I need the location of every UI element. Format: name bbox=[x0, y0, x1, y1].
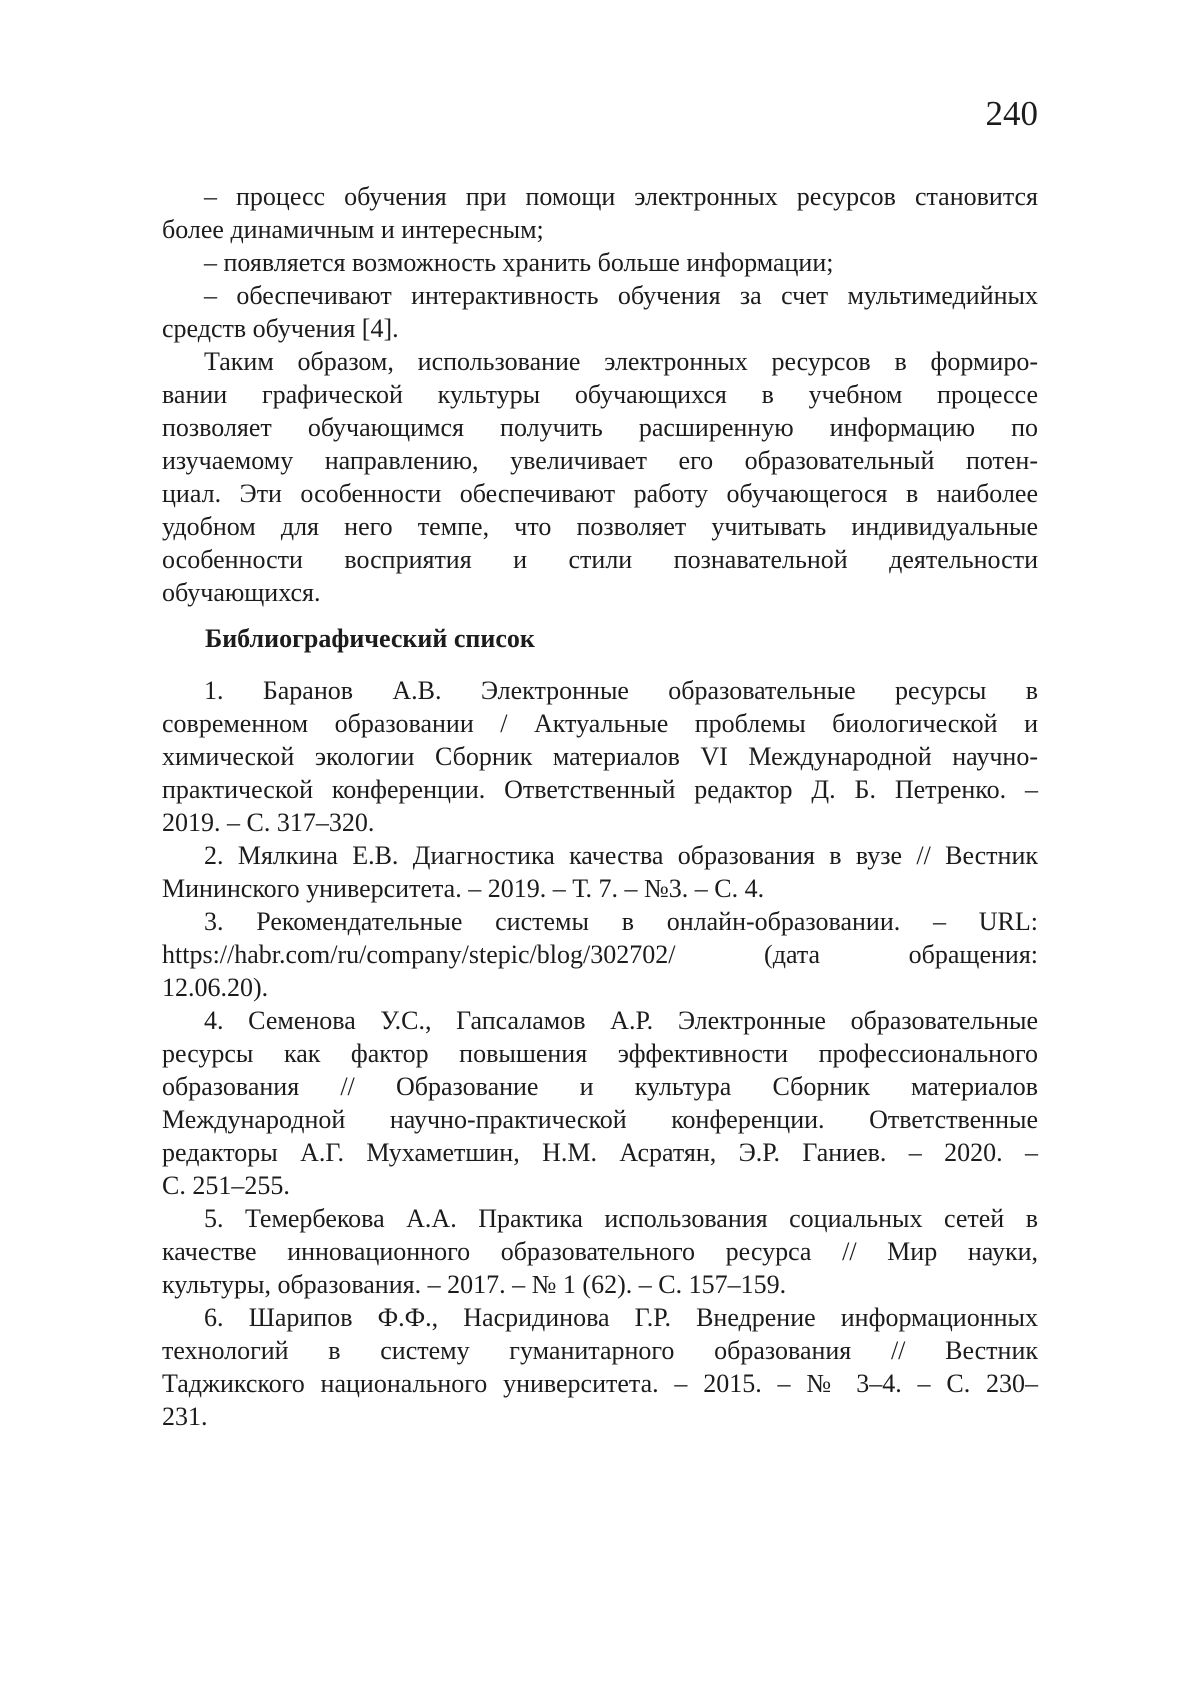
text-line: ресурсы как фактор повышения эффективности профессионального bbox=[162, 1039, 1038, 1068]
text-line: современном образовании / Актуальные проблемы биологической и bbox=[162, 709, 1038, 738]
text-line: циал. Эти особенности обеспечивают работу обучающегося в наиболее bbox=[162, 479, 1038, 508]
text-line: С. 251–255. bbox=[162, 1171, 290, 1200]
text-line: 1. Баранов А.В. Электронные образовательные ресурсы в bbox=[204, 676, 1038, 705]
text-line: 5. Темербекова А.А. Практика использования социальных сетей в bbox=[204, 1204, 1038, 1233]
body-paragraph-1 bbox=[162, 180, 1038, 246]
text-line: удобном для него темпе, что позволяет учитывать индивидуальные bbox=[162, 512, 1038, 541]
page-content bbox=[162, 180, 1038, 1433]
text-line: – процесс обучения при помощи электронных ресурсов становится bbox=[204, 182, 1038, 211]
text-line: Таджикского национального университета. – 2015. – № 3–4. – С. 230– bbox=[162, 1369, 1038, 1398]
text-line: особенности восприятия и стили познавательной деятельности bbox=[162, 545, 1038, 574]
text-line: 2. Мялкина Е.В. Диагностика качества образования в вузе // Вестник bbox=[204, 841, 1038, 870]
text-line: – обеспечивают интерактивность обучения за счет мультимедийных bbox=[204, 281, 1038, 310]
text-line: образования // Образование и культура Сборник материалов bbox=[162, 1072, 1038, 1101]
body-text-section bbox=[162, 180, 1038, 609]
text-line: культуры, образования. – 2017. – № 1 (62). – С. 157–159. bbox=[162, 1270, 787, 1299]
text-line: редакторы А.Г. Мухаметшин, Н.М. Асратян, Э.Р. Ганиев. – 2020. – bbox=[162, 1138, 1038, 1167]
text-line: 2019. – С. 317–320. bbox=[162, 808, 375, 837]
text-line: изучаемому направлению, увеличивает его образовательный потен- bbox=[162, 446, 1038, 475]
bibliography-list bbox=[162, 674, 1038, 1433]
text-line: обучающихся. bbox=[162, 578, 321, 607]
reference-item-4 bbox=[162, 1004, 1038, 1202]
text-line: качестве инновационного образовательного ресурса // Мир науки, bbox=[162, 1237, 1038, 1266]
reference-item-6 bbox=[162, 1301, 1038, 1433]
text-line: позволяет обучающимся получить расширенную информацию по bbox=[162, 413, 1038, 442]
text-line: – появляется возможность хранить больше информации; bbox=[204, 248, 834, 277]
text-line: практической конференции. Ответственный редактор Д. Б. Петренко. – bbox=[162, 775, 1038, 804]
text-line: Международной научно-практической конференции. Ответственные bbox=[162, 1105, 1038, 1134]
text-line: https://habr.com/ru/company/stepic/blog/302702/ (дата обращения: bbox=[162, 940, 1038, 969]
bibliography-heading: Библиографический список bbox=[205, 624, 535, 653]
text-line: 3. Рекомендательные системы в онлайн-образовании. – URL: bbox=[204, 907, 1038, 936]
text-line: 6. Шарипов Ф.Ф., Насридинова Г.Р. Внедрение информационных bbox=[204, 1303, 1038, 1332]
body-paragraph-4 bbox=[162, 345, 1038, 609]
reference-item-3 bbox=[162, 905, 1038, 1004]
reference-item-2 bbox=[162, 839, 1038, 905]
text-line: химической экологии Сборник материалов VI Международной научно- bbox=[162, 742, 1038, 771]
text-line: технологий в систему гуманитарного образования // Вестник bbox=[162, 1336, 1038, 1365]
reference-item-5 bbox=[162, 1202, 1038, 1301]
text-line: 231. bbox=[162, 1402, 208, 1431]
page-number: 240 bbox=[985, 94, 1038, 133]
body-paragraph-2 bbox=[162, 246, 1038, 279]
text-line: 4. Семенова У.С., Гапсаламов А.Р. Электронные образовательные bbox=[204, 1006, 1038, 1035]
text-line: Мининского университета. – 2019. – Т. 7. – №3. – С. 4. bbox=[162, 874, 765, 903]
text-line: 12.06.20). bbox=[162, 973, 269, 1002]
text-line: более динамичным и интересным; bbox=[162, 215, 544, 244]
reference-item-1 bbox=[162, 674, 1038, 839]
text-line: вании графической культуры обучающихся в учебном процессе bbox=[162, 380, 1038, 409]
text-line: средств обучения [4]. bbox=[162, 314, 399, 343]
text-line: Таким образом, использование электронных ресурсов в формиро- bbox=[204, 347, 1038, 376]
body-paragraph-3 bbox=[162, 279, 1038, 345]
